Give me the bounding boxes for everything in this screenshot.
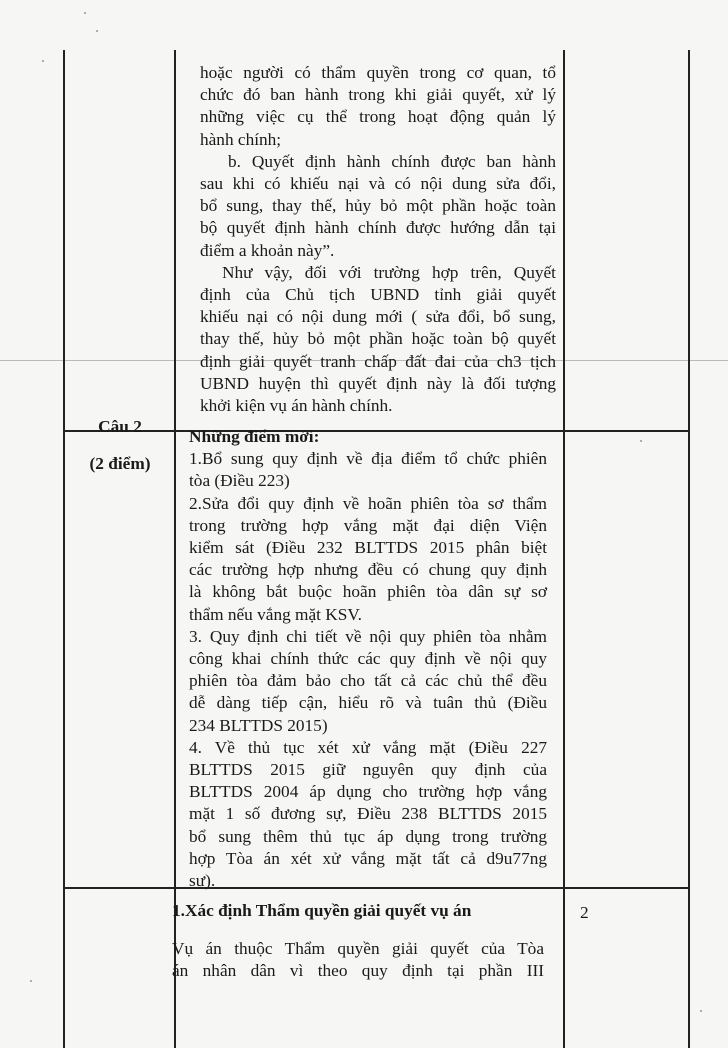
text-line: sau khi có khiếu nại và có nội dung sửa đổi,	[200, 174, 556, 194]
text-line: UBND huyện thì quyết định này là đối tượng	[200, 373, 556, 393]
text-line: thẩm nếu vắng mặt KSV.	[189, 604, 362, 624]
text-line: bổ sung, thay thế, hủy bỏ một phần hoặc toàn	[200, 196, 556, 216]
score-cell	[580, 902, 600, 924]
table-column-divider	[174, 50, 176, 1048]
row1-answer-cell	[200, 62, 556, 417]
question-number: Câu 2	[98, 417, 142, 436]
section-heading: Những điểm mới:	[189, 427, 320, 446]
text-line: định giải quyết tranh chấp đất đai của ch3 tịch	[200, 351, 556, 371]
table-left-border	[63, 50, 65, 1048]
text-line: BLTTDS 2015 giữ nguyên quy định của	[189, 760, 547, 780]
text-line: chức đó ban hành trong khi giải quyết, xử lý	[200, 85, 556, 105]
scan-speck	[30, 980, 32, 982]
table-column-divider	[563, 50, 565, 1048]
text-line: Vụ án thuộc Thẩm quyền giải quyết của Tòa	[172, 939, 544, 959]
text-line: tòa (Điều 223)	[189, 471, 290, 491]
text-line: 4. Về thủ tục xét xử vắng mặt (Điều 227	[189, 737, 547, 757]
text-line: dễ dàng tiếp cận, hiểu rõ và tuân thủ (Điều	[189, 693, 547, 713]
text-line: hoặc người có thẩm quyền trong cơ quan, tổ	[200, 63, 556, 82]
text-line: khiếu nại có nội dung mới ( sửa đổi, bổ sung,	[200, 307, 556, 327]
row3-answer-cell	[172, 900, 544, 983]
scan-speck	[640, 440, 642, 442]
scan-speck	[96, 30, 98, 32]
text-line: thay thế, hủy bỏ một phần hoặc toàn bộ quyết	[200, 329, 556, 349]
text-line: định của Chủ tịch UBND tỉnh giải quyết	[200, 285, 556, 305]
scan-speck	[42, 60, 44, 62]
scan-speck	[700, 1010, 702, 1012]
text-line: 234 BLTTDS 2015)	[189, 715, 328, 735]
text-line: Như vậy, đối với trường hợp trên, Quyết	[222, 262, 556, 282]
text-line: khởi kiện vụ án hành chính.	[200, 396, 393, 416]
question-points: (2 điểm)	[89, 454, 151, 474]
scan-speck	[84, 12, 86, 14]
text-line: hợp Tòa án xét xử vắng mặt tất cả d9u77ng	[189, 848, 547, 868]
text-line: công khai chính thức các quy định về nội quy	[189, 649, 547, 669]
text-line: 2.Sửa đổi quy định về hoãn phiên tòa sơ thẩm	[189, 493, 547, 513]
text-line: bổ sung thêm thủ tục áp dụng trong trường	[189, 826, 547, 846]
text-line: trong trường hợp vắng mặt đại diện Viện	[189, 515, 547, 535]
row2-answer-cell	[189, 426, 547, 892]
text-line: BLTTDS 2004 áp dụng cho trường hợp vắng	[189, 782, 547, 802]
text-line: sự).	[189, 871, 216, 891]
section-heading: 1.Xác định Thẩm quyền giải quyết vụ án	[172, 901, 472, 920]
text-line: 3. Quy định chi tiết về nội quy phiên tòa nhằm	[189, 626, 547, 646]
text-line: các trường hợp nhưng đều có chung quy định	[189, 560, 547, 580]
text-line: điểm a khoản này”.	[200, 240, 335, 260]
score-value: 2	[580, 903, 589, 922]
text-line: án nhân dân vì theo quy định tại phần III	[172, 961, 544, 981]
text-line: mặt 1 số đương sự, Điều 238 BLTTDS 2015	[189, 804, 547, 824]
text-line: 1.Bổ sung quy định về địa điểm tổ chức phiên	[189, 449, 547, 469]
text-line: những việc cụ thể trong hoạt động quản lý	[200, 107, 556, 127]
table-right-border	[688, 50, 690, 1048]
text-line: là không bắt buộc hoãn phiên tòa dân sự sơ	[189, 582, 547, 602]
text-line: kiểm sát (Điều 232 BLTTDS 2015 phân biệt	[189, 538, 547, 558]
text-line: bộ quyết định hành chính được hướng dẫn tại	[200, 218, 556, 238]
text-line: hành chính;	[200, 129, 282, 149]
text-line: b. Quyết định hành chính được ban hành	[228, 151, 556, 171]
text-line: phiên tòa đảm bảo cho tất cả các chủ thể đều	[189, 671, 547, 691]
question-label-cell	[66, 416, 174, 475]
